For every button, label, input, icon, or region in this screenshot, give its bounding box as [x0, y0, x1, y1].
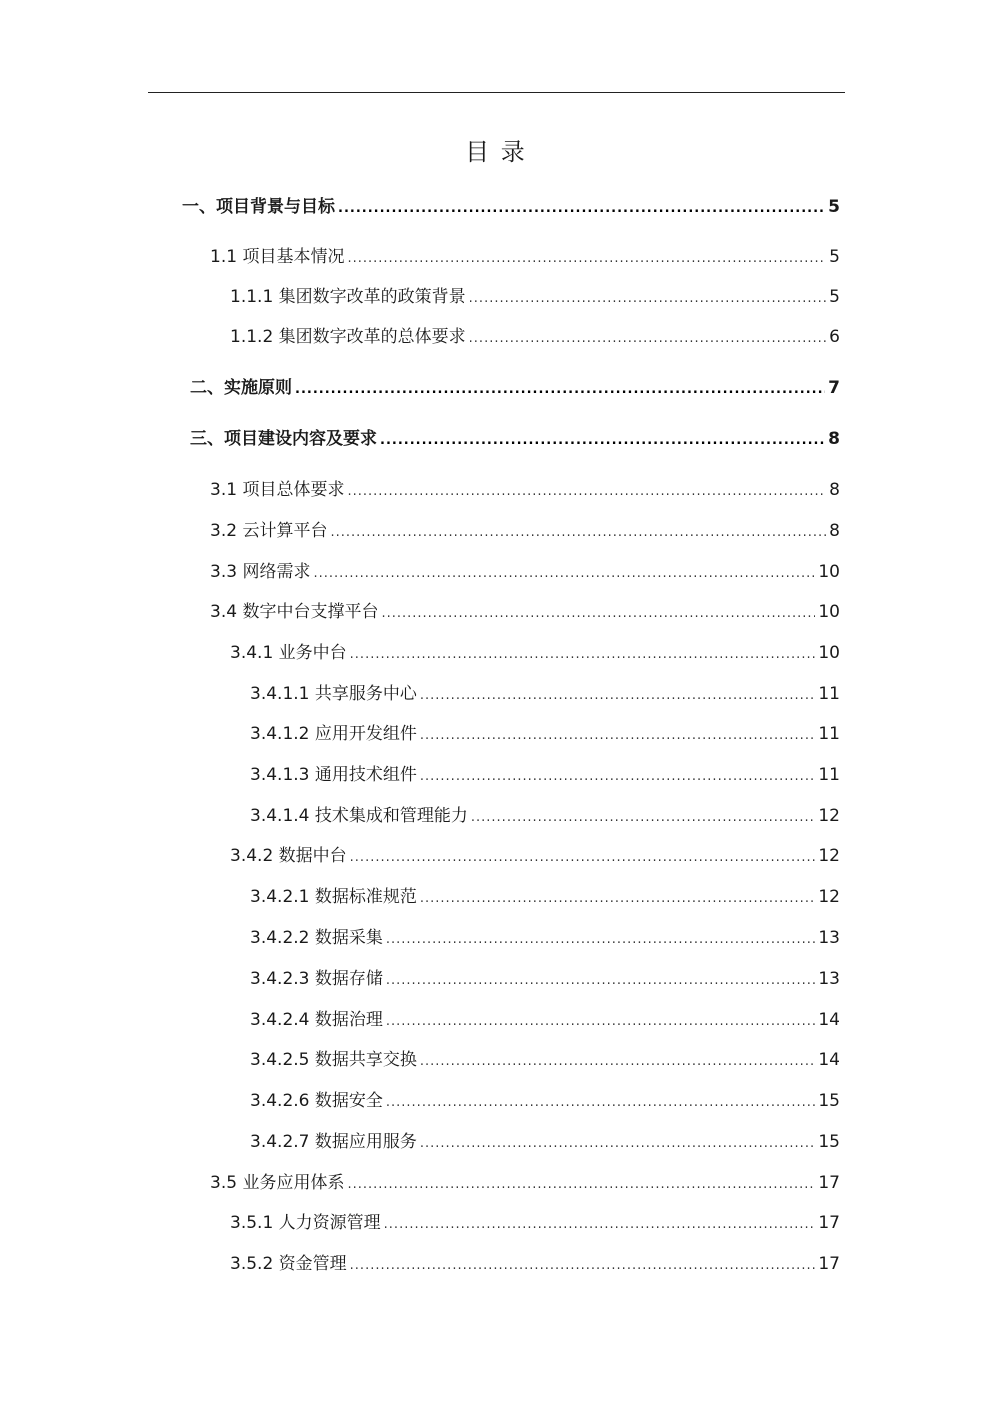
toc-dot-leader: [386, 927, 815, 953]
toc-entry-page: 7: [828, 378, 840, 398]
toc-entry[interactable]: [250, 1007, 840, 1033]
toc-entry-label: 3.5.1 人力资源管理: [230, 1213, 381, 1233]
toc-dot-leader: [384, 1212, 816, 1238]
toc-entry-page: 10: [818, 602, 840, 622]
toc-dot-leader: [420, 886, 815, 912]
toc-entry-label: 3.2 云计算平台: [210, 521, 328, 541]
toc-entry-label: 1.1.1 集团数字改革的政策背景: [230, 287, 466, 307]
toc-entry[interactable]: [230, 1210, 840, 1236]
toc-entry-label: 3.4.2.4 数据治理: [250, 1010, 383, 1030]
toc-entry-page: 11: [818, 684, 840, 704]
toc-entry-label: 3.1 项目总体要求: [210, 480, 345, 500]
toc-entry-page: 6: [829, 327, 840, 347]
toc-entry[interactable]: [210, 559, 840, 585]
toc-entry-page: 10: [818, 562, 840, 582]
toc-entry-label: 三、项目建设内容及要求: [190, 429, 377, 449]
toc-entry-page: 11: [818, 765, 840, 785]
toc-dot-leader: [469, 326, 827, 352]
toc-entry[interactable]: [250, 966, 840, 992]
toc-dot-leader: [350, 642, 816, 668]
toc-dot-leader: [338, 196, 825, 222]
toc-entry-page: 17: [818, 1213, 840, 1233]
toc-entry[interactable]: [250, 721, 840, 747]
toc-entry[interactable]: [182, 194, 840, 220]
toc-dot-leader: [347, 479, 826, 505]
toc-dot-leader: [386, 1090, 815, 1116]
toc-entry-label: 3.4.1.4 技术集成和管理能力: [250, 806, 468, 826]
toc-entry-page: 17: [818, 1173, 840, 1193]
toc-entry[interactable]: [250, 925, 840, 951]
toc-dot-leader: [347, 246, 826, 272]
toc-dot-leader: [420, 1131, 815, 1157]
toc-entry-label: 3.4.2.3 数据存储: [250, 969, 383, 989]
toc-entry[interactable]: [230, 1251, 840, 1277]
toc-entry-page: 17: [818, 1254, 840, 1274]
toc-entry-label: 3.4.2.1 数据标准规范: [250, 887, 417, 907]
toc-entry-label: 3.4.1.2 应用开发组件: [250, 724, 417, 744]
toc-entry-label: 3.5 业务应用体系: [210, 1173, 345, 1193]
toc-entry[interactable]: [230, 843, 840, 869]
toc-entry[interactable]: [250, 1129, 840, 1155]
toc-entry-label: 3.4.2.2 数据采集: [250, 928, 383, 948]
toc-entry[interactable]: [250, 681, 840, 707]
toc-entry-page: 5: [828, 197, 840, 217]
toc-entry-label: 3.4.2.5 数据共享交换: [250, 1050, 417, 1070]
toc-entry-page: 14: [818, 1050, 840, 1070]
toc-entry-page: 5: [829, 247, 840, 267]
toc-entry-label: 1.1 项目基本情况: [210, 247, 345, 267]
toc-entry[interactable]: [250, 1088, 840, 1114]
toc-dot-leader: [420, 683, 815, 709]
toc-entry-label: 3.4.2.7 数据应用服务: [250, 1132, 417, 1152]
toc-dot-leader: [380, 428, 825, 454]
toc-entry-label: 3.5.2 资金管理: [230, 1254, 347, 1274]
toc-entry-label: 3.4.1.3 通用技术组件: [250, 765, 417, 785]
toc-entry[interactable]: [210, 599, 840, 625]
toc-entry-page: 5: [829, 287, 840, 307]
toc-dot-leader: [386, 968, 815, 994]
toc-entry-page: 8: [829, 480, 840, 500]
toc-entry-label: 3.4.2 数据中台: [230, 846, 347, 866]
toc-entry-page: 10: [818, 643, 840, 663]
toc-dot-leader: [330, 520, 826, 546]
toc-entry-page: 15: [818, 1091, 840, 1111]
toc-entry-page: 8: [829, 521, 840, 541]
toc-entry[interactable]: [210, 518, 840, 544]
toc-entry-page: 14: [818, 1010, 840, 1030]
toc-entry-page: 13: [818, 928, 840, 948]
toc-dot-leader: [350, 845, 816, 871]
toc-dot-leader: [469, 286, 827, 312]
toc-entry-label: 3.4.1 业务中台: [230, 643, 347, 663]
toc-entry-label: 二、实施原则: [190, 378, 292, 398]
toc-entry[interactable]: [210, 1170, 840, 1196]
toc-dot-leader: [420, 764, 815, 790]
toc-dot-leader: [471, 805, 815, 831]
toc-entry-label: 一、项目背景与目标: [182, 197, 335, 217]
toc-entry[interactable]: [250, 884, 840, 910]
toc-entry[interactable]: [250, 762, 840, 788]
toc-entry[interactable]: [250, 1047, 840, 1073]
toc-entry[interactable]: [230, 640, 840, 666]
toc-dot-leader: [313, 561, 815, 587]
toc-entry[interactable]: [210, 244, 840, 270]
toc-entry-label: 3.4 数字中台支撑平台: [210, 602, 379, 622]
toc-heading: 目 录: [465, 138, 527, 166]
toc-dot-leader: [420, 723, 815, 749]
toc-entry[interactable]: [230, 324, 840, 350]
toc-entry[interactable]: [190, 426, 840, 452]
toc-entry[interactable]: [190, 375, 840, 401]
toc-entry-label: 3.3 网络需求: [210, 562, 311, 582]
toc-entry[interactable]: [230, 284, 840, 310]
toc-dot-leader: [350, 1253, 816, 1279]
toc-entry-label: 3.4.1.1 共享服务中心: [250, 684, 417, 704]
toc-entry-page: 13: [818, 969, 840, 989]
toc-entry[interactable]: [250, 803, 840, 829]
toc-entry-page: 12: [818, 846, 840, 866]
toc-entry-page: 12: [818, 806, 840, 826]
toc-entry-page: 8: [828, 429, 840, 449]
toc-dot-leader: [420, 1049, 815, 1075]
toc-dot-leader: [347, 1172, 815, 1198]
toc-dot-leader: [381, 601, 815, 627]
toc-dot-leader: [295, 377, 825, 403]
toc-entry-page: 15: [818, 1132, 840, 1152]
toc-entry[interactable]: [210, 477, 840, 503]
toc-dot-leader: [386, 1009, 815, 1035]
toc-entry-label: 3.4.2.6 数据安全: [250, 1091, 383, 1111]
toc-entry-label: 1.1.2 集团数字改革的总体要求: [230, 327, 466, 347]
toc-entry-page: 11: [818, 724, 840, 744]
toc-entry-page: 12: [818, 887, 840, 907]
